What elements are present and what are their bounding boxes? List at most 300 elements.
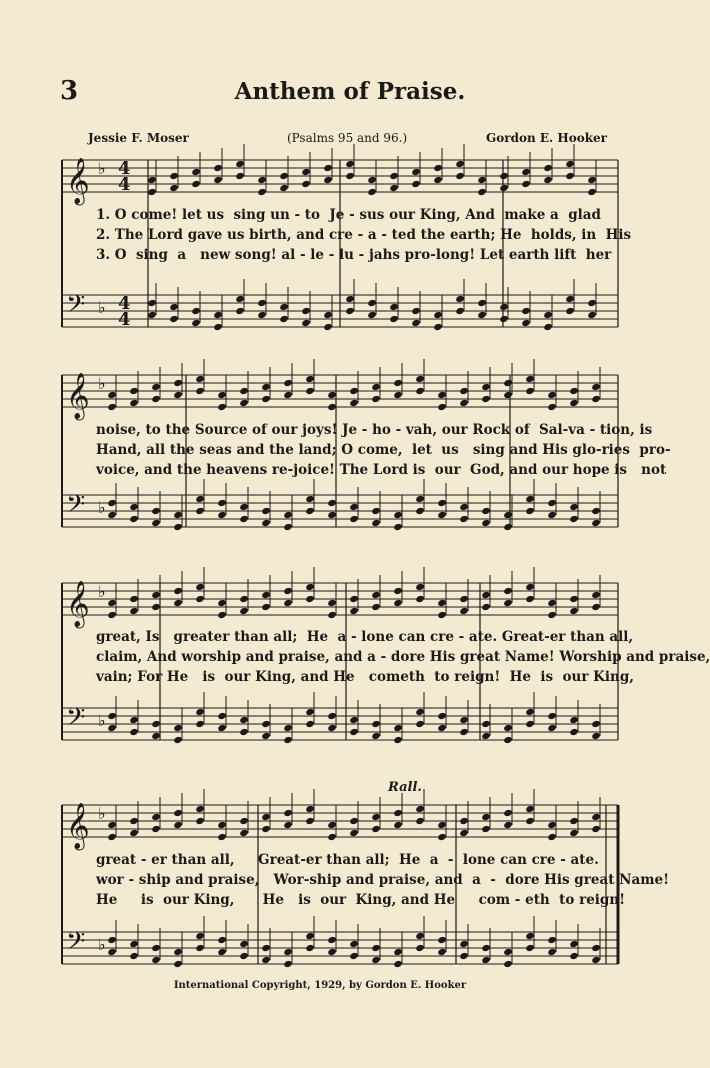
notehead xyxy=(239,387,249,395)
notehead xyxy=(107,499,117,507)
notehead xyxy=(525,583,535,591)
notehead xyxy=(503,960,513,968)
notehead xyxy=(437,712,447,720)
notehead xyxy=(521,168,531,176)
notehead xyxy=(587,188,597,196)
notehead xyxy=(367,176,377,184)
notehead xyxy=(239,515,249,523)
notehead xyxy=(459,595,469,603)
notehead xyxy=(547,511,557,519)
notehead xyxy=(521,307,531,315)
notehead xyxy=(437,833,447,841)
notehead xyxy=(283,391,293,399)
notehead xyxy=(503,391,513,399)
notehead xyxy=(525,932,535,940)
bass-clef-icon: 𝄢 xyxy=(66,290,86,325)
notehead xyxy=(195,932,205,940)
notehead xyxy=(305,944,315,952)
notehead xyxy=(151,732,161,740)
notehead xyxy=(415,720,425,728)
notehead xyxy=(503,809,513,817)
notehead xyxy=(169,303,179,311)
notehead xyxy=(305,583,315,591)
notehead xyxy=(415,944,425,952)
notehead xyxy=(217,948,227,956)
notehead xyxy=(459,515,469,523)
flat-icon: ♭ xyxy=(98,804,106,823)
notehead xyxy=(173,960,183,968)
notehead xyxy=(503,599,513,607)
notehead xyxy=(305,495,315,503)
notehead xyxy=(569,387,579,395)
notehead xyxy=(569,595,579,603)
notehead xyxy=(543,311,553,319)
notehead xyxy=(437,821,447,829)
notehead xyxy=(525,375,535,383)
notehead xyxy=(279,315,289,323)
notehead xyxy=(217,599,227,607)
notehead xyxy=(323,164,333,172)
notehead xyxy=(195,583,205,591)
notehead xyxy=(587,311,597,319)
bass-clef-icon: 𝄢 xyxy=(66,490,86,525)
notehead xyxy=(459,387,469,395)
notehead xyxy=(191,168,201,176)
notehead xyxy=(217,821,227,829)
notehead xyxy=(459,399,469,407)
notehead xyxy=(283,511,293,519)
notehead xyxy=(147,299,157,307)
notehead xyxy=(129,829,139,837)
notehead xyxy=(239,952,249,960)
notehead xyxy=(433,164,443,172)
notehead xyxy=(415,507,425,515)
notehead xyxy=(283,724,293,732)
notehead xyxy=(393,724,403,732)
notehead xyxy=(283,809,293,817)
notehead xyxy=(217,499,227,507)
notehead xyxy=(129,515,139,523)
notehead xyxy=(569,399,579,407)
notehead xyxy=(569,940,579,948)
notehead xyxy=(279,172,289,180)
notehead xyxy=(349,399,359,407)
notehead xyxy=(261,825,271,833)
lyric-verse-2: claim, And worship and praise, and a - dore His great Name! Worship and praise, xyxy=(96,649,710,665)
notehead xyxy=(107,948,117,956)
notehead xyxy=(305,595,315,603)
notehead xyxy=(547,936,557,944)
notehead xyxy=(525,595,535,603)
notehead xyxy=(569,716,579,724)
notehead xyxy=(569,503,579,511)
notehead xyxy=(217,833,227,841)
notehead xyxy=(481,383,491,391)
notehead xyxy=(393,599,403,607)
notehead xyxy=(503,948,513,956)
notehead xyxy=(129,399,139,407)
notehead xyxy=(591,732,601,740)
notehead xyxy=(437,611,447,619)
notehead xyxy=(499,184,509,192)
notehead xyxy=(591,591,601,599)
notehead xyxy=(349,817,359,825)
notehead xyxy=(393,587,403,595)
notehead xyxy=(503,379,513,387)
treble-clef-icon: 𝄞 xyxy=(66,803,90,849)
lyric-verse-3: 3. O sing a new song! al - le - lu - jahs pro-long! Let earth lift her xyxy=(96,247,612,263)
notehead xyxy=(261,507,271,515)
notehead xyxy=(503,724,513,732)
notehead xyxy=(547,724,557,732)
notehead xyxy=(437,511,447,519)
notehead xyxy=(481,813,491,821)
notehead xyxy=(195,944,205,952)
notehead xyxy=(283,599,293,607)
notehead xyxy=(371,603,381,611)
notehead xyxy=(169,315,179,323)
notehead xyxy=(213,311,223,319)
notehead xyxy=(371,720,381,728)
notehead xyxy=(371,395,381,403)
notehead xyxy=(411,168,421,176)
notehead xyxy=(169,184,179,192)
notehead xyxy=(371,956,381,964)
notehead xyxy=(261,519,271,527)
notehead xyxy=(195,817,205,825)
scripture-reference: (Psalms 95 and 96.) xyxy=(287,131,408,145)
notehead xyxy=(477,299,487,307)
notehead xyxy=(481,395,491,403)
notehead xyxy=(547,611,557,619)
notehead xyxy=(257,188,267,196)
notehead xyxy=(455,295,465,303)
notehead xyxy=(437,724,447,732)
notehead xyxy=(393,379,403,387)
notehead xyxy=(235,160,245,168)
notehead xyxy=(217,611,227,619)
notehead xyxy=(433,311,443,319)
notehead xyxy=(261,720,271,728)
notehead xyxy=(393,809,403,817)
notehead xyxy=(239,829,249,837)
lyric-verse-2: 2. The Lord gave us birth, and cre - a - ted the earth; He holds, in His xyxy=(96,227,632,243)
notehead xyxy=(173,587,183,595)
notehead xyxy=(569,728,579,736)
notehead xyxy=(371,591,381,599)
notehead xyxy=(129,595,139,603)
notehead xyxy=(173,821,183,829)
notehead xyxy=(283,587,293,595)
notehead xyxy=(543,323,553,331)
notehead xyxy=(503,511,513,519)
notehead xyxy=(195,387,205,395)
notehead xyxy=(195,495,205,503)
notehead xyxy=(393,391,403,399)
notehead xyxy=(283,523,293,531)
notehead xyxy=(477,311,487,319)
notehead xyxy=(525,507,535,515)
notehead xyxy=(107,936,117,944)
notehead xyxy=(481,944,491,952)
treble-clef-icon: 𝄞 xyxy=(66,158,90,204)
notehead xyxy=(591,603,601,611)
notehead xyxy=(521,319,531,327)
notehead xyxy=(327,948,337,956)
notehead xyxy=(129,952,139,960)
notehead xyxy=(151,519,161,527)
notehead xyxy=(393,736,403,744)
notehead xyxy=(261,383,271,391)
notehead xyxy=(345,172,355,180)
tempo-mark: Rall. xyxy=(388,780,422,795)
notehead xyxy=(459,952,469,960)
notehead xyxy=(547,403,557,411)
notehead xyxy=(349,728,359,736)
notehead xyxy=(525,720,535,728)
notehead xyxy=(305,720,315,728)
notehead xyxy=(345,295,355,303)
treble-clef-icon: 𝄞 xyxy=(66,373,90,419)
notehead xyxy=(565,307,575,315)
notehead xyxy=(151,944,161,952)
notehead xyxy=(107,712,117,720)
lyric-verse-2: wor - ship and praise, Wor-ship and praise, and a - dore His great Name! xyxy=(96,872,670,888)
notehead xyxy=(261,813,271,821)
notehead xyxy=(591,383,601,391)
notehead xyxy=(349,940,359,948)
notehead xyxy=(481,603,491,611)
notehead xyxy=(327,936,337,944)
notehead xyxy=(129,940,139,948)
notehead xyxy=(481,825,491,833)
notehead xyxy=(591,956,601,964)
notehead xyxy=(107,391,117,399)
notehead xyxy=(151,825,161,833)
notehead xyxy=(393,821,403,829)
treble-clef-icon: 𝄞 xyxy=(66,581,90,627)
notehead xyxy=(323,176,333,184)
notehead xyxy=(327,821,337,829)
notehead xyxy=(591,825,601,833)
notehead xyxy=(151,956,161,964)
notehead xyxy=(147,188,157,196)
notehead xyxy=(261,956,271,964)
notehead xyxy=(349,952,359,960)
notehead xyxy=(191,307,201,315)
notehead xyxy=(415,708,425,716)
time-signature: 4 xyxy=(118,309,131,330)
notehead xyxy=(481,732,491,740)
notehead xyxy=(389,184,399,192)
lyric-verse-1: 1. O come! let us sing un - to Je - sus our King, And make a glad xyxy=(96,207,601,223)
notehead xyxy=(195,507,205,515)
notehead xyxy=(371,732,381,740)
notehead xyxy=(173,599,183,607)
notehead xyxy=(591,395,601,403)
notehead xyxy=(173,724,183,732)
notehead xyxy=(147,176,157,184)
notehead xyxy=(499,303,509,311)
bass-clef-icon: 𝄢 xyxy=(66,927,86,962)
notehead xyxy=(565,160,575,168)
hymn-title: Anthem of Praise. xyxy=(234,78,466,105)
notehead xyxy=(305,817,315,825)
notehead xyxy=(481,519,491,527)
notehead xyxy=(327,833,337,841)
notehead xyxy=(525,495,535,503)
notehead xyxy=(349,829,359,837)
notehead xyxy=(173,736,183,744)
notehead xyxy=(239,716,249,724)
notehead xyxy=(415,932,425,940)
notehead xyxy=(151,720,161,728)
notehead xyxy=(525,387,535,395)
notehead xyxy=(569,952,579,960)
notehead xyxy=(345,307,355,315)
notehead xyxy=(261,603,271,611)
notehead xyxy=(503,736,513,744)
flat-icon: ♭ xyxy=(98,498,106,517)
time-signature: 4 xyxy=(118,158,131,179)
notehead xyxy=(547,948,557,956)
notehead xyxy=(437,391,447,399)
notehead xyxy=(459,503,469,511)
notehead xyxy=(455,160,465,168)
notehead xyxy=(107,821,117,829)
notehead xyxy=(459,817,469,825)
notehead xyxy=(371,813,381,821)
flat-icon: ♭ xyxy=(98,711,106,730)
notehead xyxy=(455,172,465,180)
lyric-verse-3: vain; For He is our King, and He cometh to reign! He is our King, xyxy=(96,669,634,685)
lyric-verse-3: voice, and the heavens re-joice! The Lord is our God, and our hope is not xyxy=(96,462,667,478)
lyric-verse-1: great, Is greater than all; He a - lone can cre - ate. Great-er than all, xyxy=(96,629,634,645)
notehead xyxy=(371,825,381,833)
notehead xyxy=(371,507,381,515)
notehead xyxy=(129,817,139,825)
notehead xyxy=(305,805,315,813)
notehead xyxy=(569,515,579,523)
notehead xyxy=(239,595,249,603)
notehead xyxy=(129,607,139,615)
notehead xyxy=(191,180,201,188)
notehead xyxy=(349,515,359,523)
notehead xyxy=(433,176,443,184)
notehead xyxy=(173,948,183,956)
notehead xyxy=(565,295,575,303)
lyric-verse-1: great - er than all, Great-er than all; He a - lone can cre - ate. xyxy=(96,852,599,868)
notehead xyxy=(195,720,205,728)
notehead xyxy=(235,307,245,315)
notehead xyxy=(437,599,447,607)
notehead xyxy=(173,391,183,399)
notehead xyxy=(235,172,245,180)
notehead xyxy=(327,403,337,411)
notehead xyxy=(591,944,601,952)
notehead xyxy=(393,511,403,519)
notehead xyxy=(349,387,359,395)
notehead xyxy=(239,503,249,511)
notehead xyxy=(349,503,359,511)
notehead xyxy=(283,379,293,387)
notehead xyxy=(305,932,315,940)
notehead xyxy=(437,499,447,507)
notehead xyxy=(415,387,425,395)
notehead xyxy=(455,307,465,315)
notehead xyxy=(283,948,293,956)
notehead xyxy=(323,311,333,319)
notehead xyxy=(147,311,157,319)
lyrics-system-4 xyxy=(96,850,670,910)
time-signature: 4 xyxy=(118,174,131,195)
notehead xyxy=(217,511,227,519)
notehead xyxy=(217,936,227,944)
notehead xyxy=(367,311,377,319)
notehead xyxy=(239,728,249,736)
notehead xyxy=(257,176,267,184)
notehead xyxy=(543,176,553,184)
lyrics-system-1 xyxy=(96,205,632,265)
notehead xyxy=(367,188,377,196)
notehead xyxy=(525,817,535,825)
notehead xyxy=(415,805,425,813)
notehead xyxy=(371,383,381,391)
notehead xyxy=(415,595,425,603)
notehead xyxy=(437,948,447,956)
notehead xyxy=(393,960,403,968)
notehead xyxy=(173,523,183,531)
notehead xyxy=(261,944,271,952)
notehead xyxy=(437,936,447,944)
notehead xyxy=(107,724,117,732)
notehead xyxy=(503,523,513,531)
notehead xyxy=(459,607,469,615)
notehead xyxy=(415,495,425,503)
notehead xyxy=(547,833,557,841)
notehead xyxy=(327,499,337,507)
notehead xyxy=(283,736,293,744)
notehead xyxy=(213,176,223,184)
notehead xyxy=(547,821,557,829)
notehead xyxy=(327,611,337,619)
notehead xyxy=(217,403,227,411)
notehead xyxy=(569,817,579,825)
time-signature: 4 xyxy=(118,293,131,314)
lyric-verse-1: noise, to the Source of our joys! Je - ho - vah, our Rock of Sal-va - tion, is xyxy=(96,422,653,438)
flat-icon: ♭ xyxy=(98,159,106,178)
notehead xyxy=(415,817,425,825)
bass-clef-icon: 𝄢 xyxy=(66,703,86,738)
composer-credit: Gordon E. Hooker xyxy=(486,131,607,145)
notehead xyxy=(213,164,223,172)
notehead xyxy=(195,805,205,813)
notehead xyxy=(301,168,311,176)
notehead xyxy=(107,611,117,619)
notehead xyxy=(481,956,491,964)
notehead xyxy=(169,172,179,180)
notehead xyxy=(525,944,535,952)
notehead xyxy=(239,399,249,407)
flat-icon: ♭ xyxy=(98,935,106,954)
notehead xyxy=(327,511,337,519)
notehead xyxy=(151,603,161,611)
notehead xyxy=(411,180,421,188)
notehead xyxy=(525,805,535,813)
notehead xyxy=(393,523,403,531)
notehead xyxy=(301,180,311,188)
notehead xyxy=(411,319,421,327)
